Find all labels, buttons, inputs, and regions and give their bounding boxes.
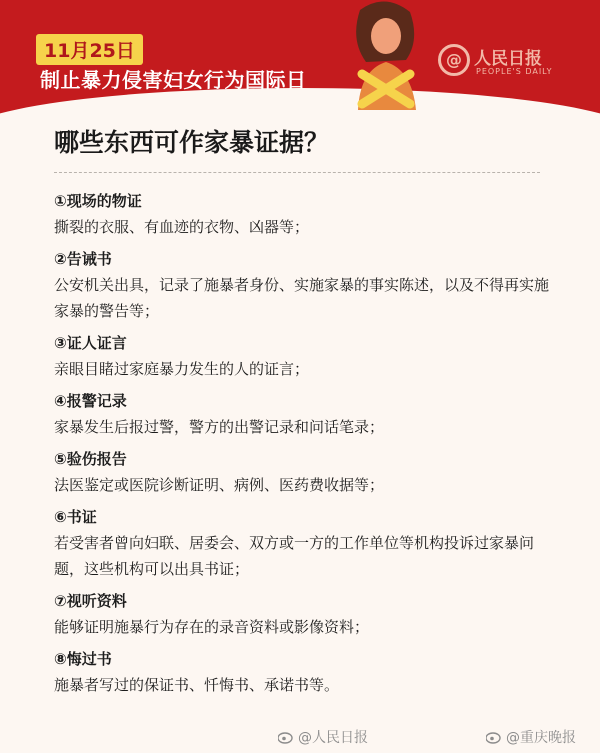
at-icon: @	[438, 44, 470, 76]
item-heading: ⑥书证	[54, 508, 97, 526]
item-heading: ⑦视听资料	[54, 592, 127, 610]
item-heading: ④报警记录	[54, 392, 127, 410]
woman-illustration-icon	[340, 0, 430, 110]
item-body: 撕裂的衣服、有血迹的衣物、凶器等；	[54, 218, 310, 236]
date-badge: 11月25日	[36, 34, 143, 65]
item-body: 施暴者写过的保证书、忏悔书、承诺书等。	[54, 676, 340, 694]
item-body: 公安机关出具，记录了施暴者身份、实施家暴的事实陈述，以及不得再实施家暴的警告等；	[54, 276, 550, 320]
banner-title: 制止暴力侵害妇女行为国际日	[40, 68, 307, 92]
watermark-peoples-daily	[278, 727, 368, 747]
item-heading: ①现场的物证	[54, 192, 142, 210]
watermark-text: @重庆晚报	[506, 730, 576, 746]
divider	[54, 172, 540, 173]
item-body: 家暴发生后报过警，警方的出警记录和问话笔录；	[54, 418, 385, 436]
item-body: 亲眼目睹过家庭暴力发生的人的证言；	[54, 360, 310, 378]
item-heading: ③证人证言	[54, 334, 127, 352]
item-body: 法医鉴定或医院诊断证明、病例、医药费收据等；	[54, 476, 385, 494]
evidence-list	[54, 188, 554, 704]
weibo-icon	[486, 730, 502, 744]
item-heading: ②告诫书	[54, 250, 112, 268]
header-banner	[0, 0, 600, 118]
watermark-text: @人民日报	[298, 730, 368, 746]
item-heading: ⑤验伤报告	[54, 450, 127, 468]
watermark-chongqing-evening	[486, 727, 576, 747]
logo-name: 人民日报	[474, 49, 542, 69]
item-body: 若受害者曾向妇联、居委会、双方或一方的工作单位等机构投诉过家暴问题，这些机构可以出具书证；	[54, 534, 535, 578]
item-heading: ⑧悔过书	[54, 650, 112, 668]
item-body: 能够证明施暴行为存在的录音资料或影像资料；	[54, 618, 370, 636]
weibo-icon	[278, 730, 294, 744]
logo-subtitle: PEOPLE'S DAILY	[476, 67, 553, 76]
page-title: 哪些东西可作家暴证据？	[54, 128, 330, 157]
